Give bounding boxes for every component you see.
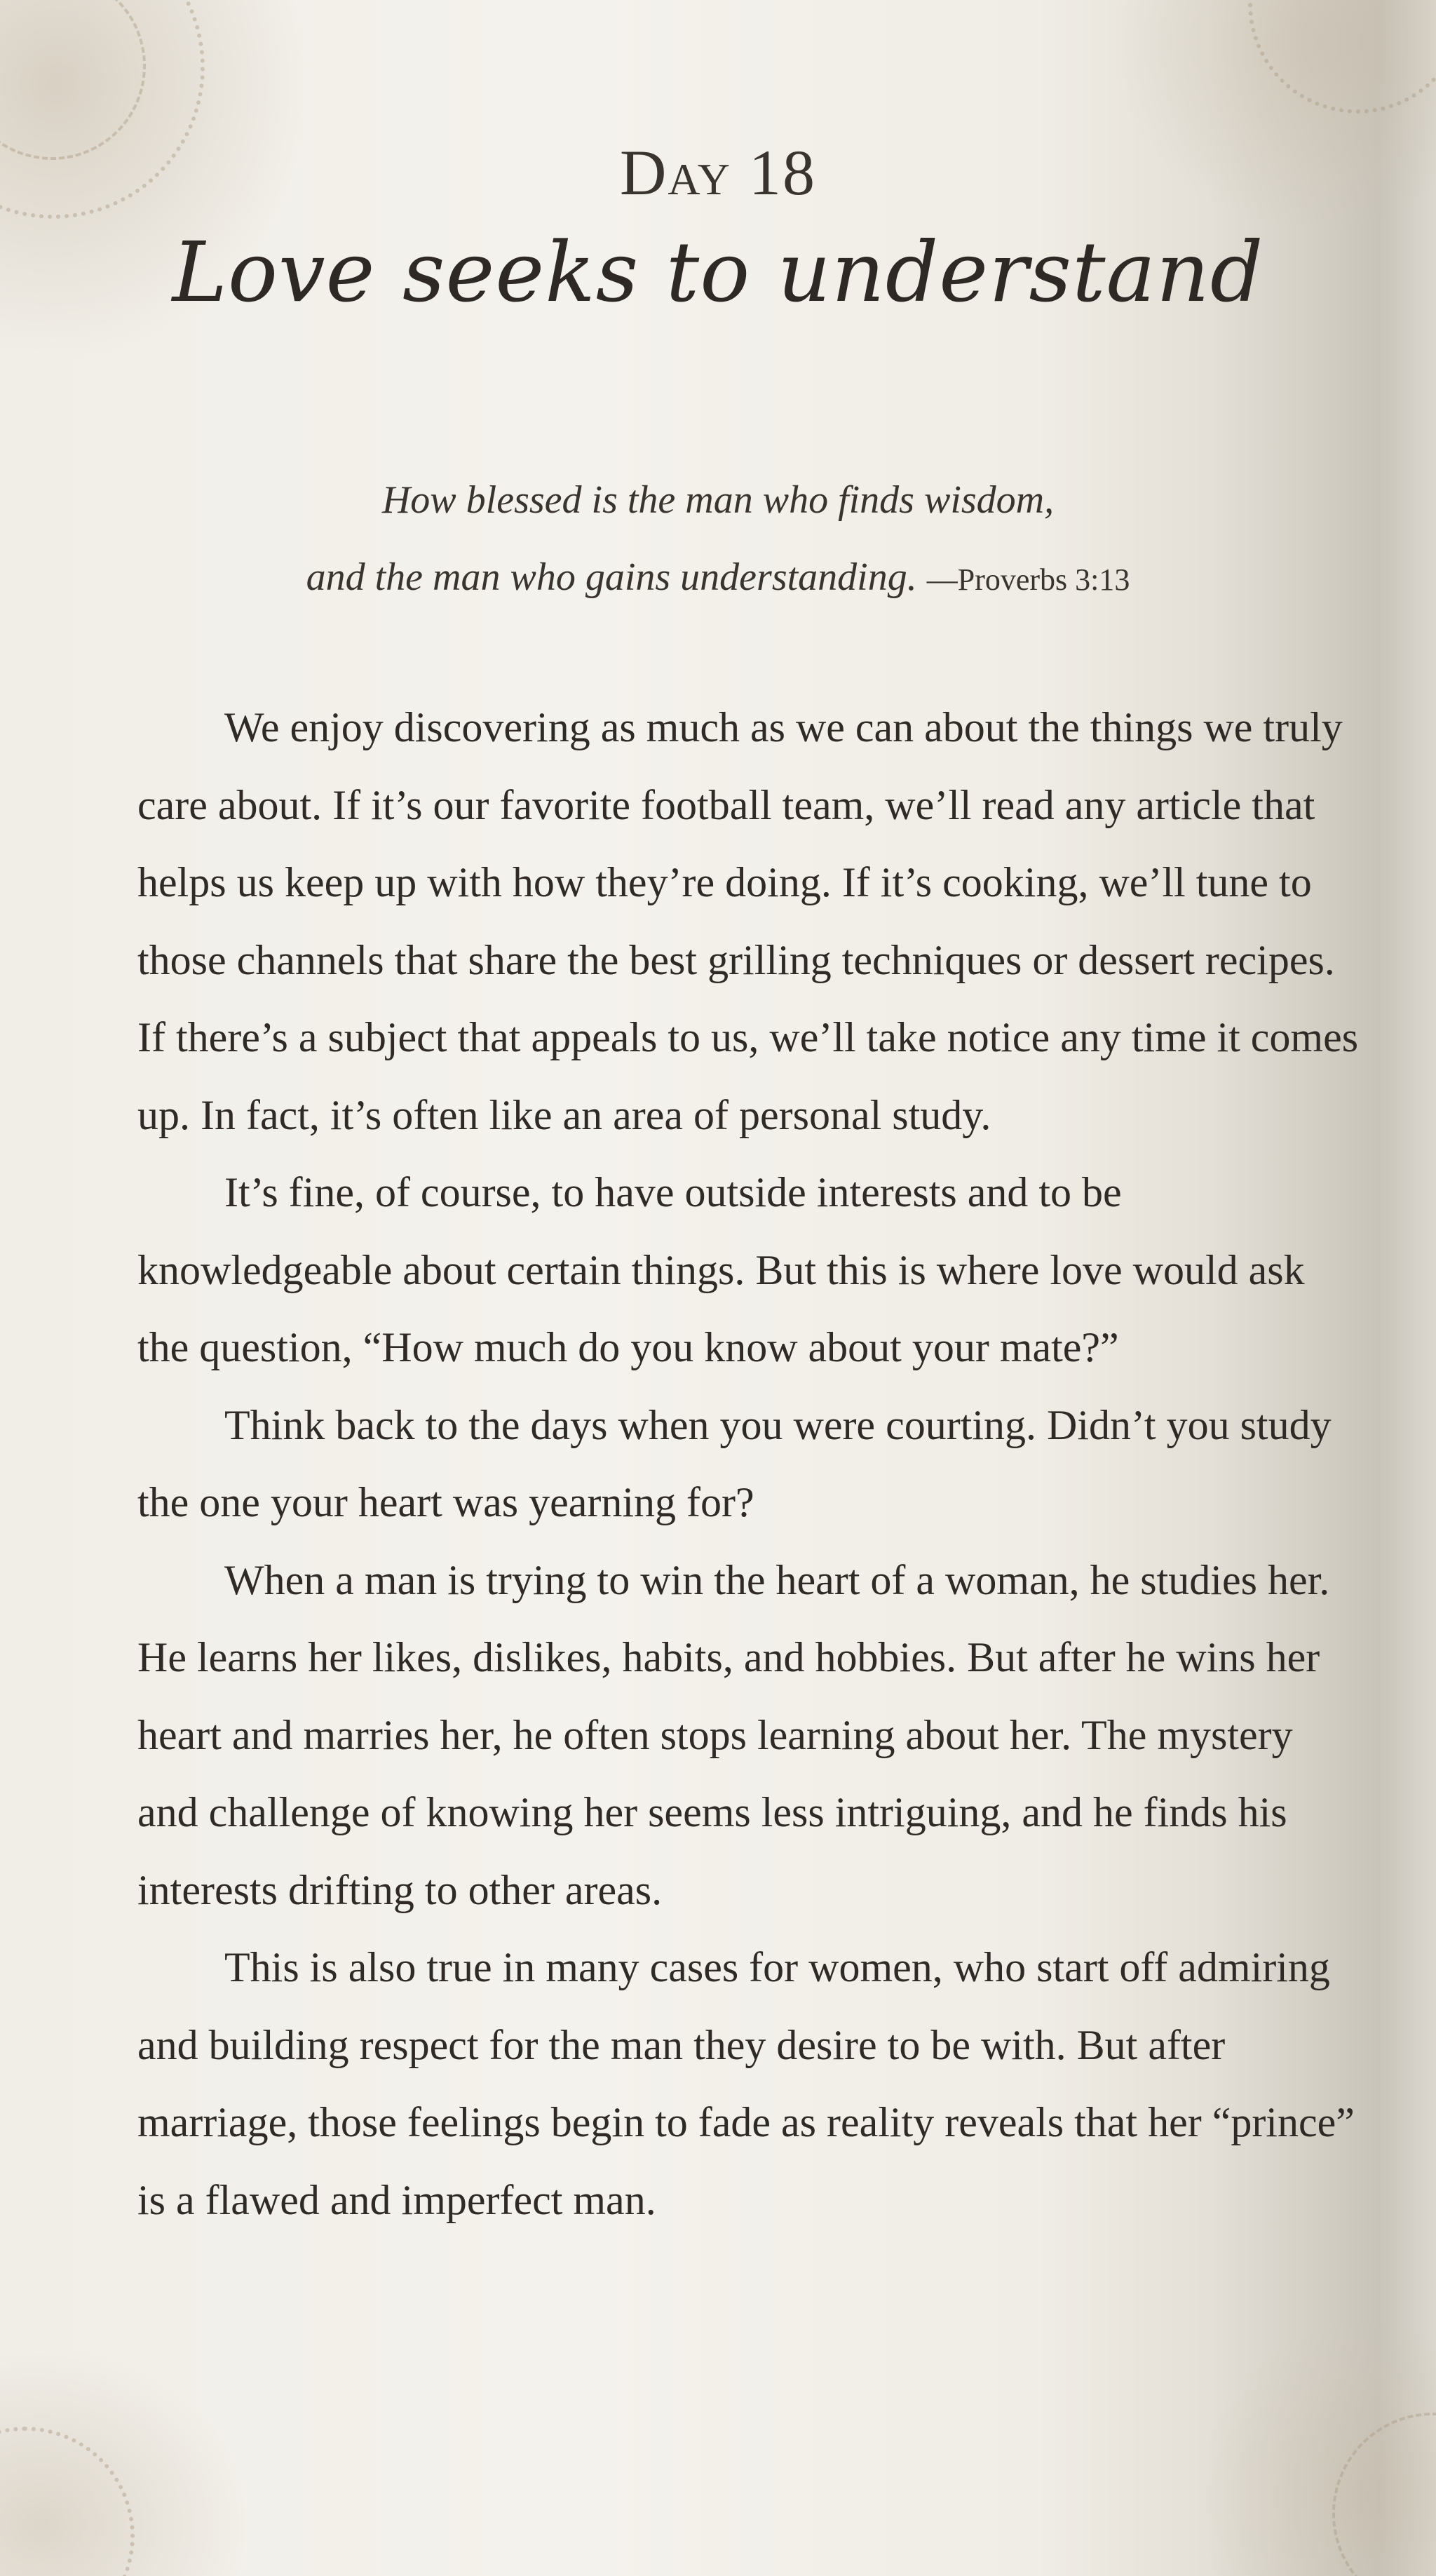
chapter-title: Love seeks to understand [172,224,1264,321]
day-heading: Day 18 [619,137,816,208]
epigraph-line-1: How blessed is the man who finds wisdom, [381,478,1055,522]
epigraph-line-2 [0,539,1436,619]
body-text [137,689,1362,2239]
paragraph: When a man is trying to win the heart of a woman, he studies her. He learns her likes, dislikes, habits, and hobbies. But after he wins her heart and marries her, he often stops learning about her. The mystery and challenge of knowing her seems less intriguing, and he finds his interests drifting to other areas. [137,1556,1330,1913]
epigraph-reference: —Proverbs 3:13 [926,562,1130,597]
epigraph-line-2-text: and the man who gains understanding. [306,555,917,599]
epigraph [0,461,1436,619]
paragraph: Think back to the days when you were courting. Didn’t you study the one your heart was yearning for? [137,1401,1332,1525]
corner-ornament-bottom-left [0,2427,135,2576]
paragraph: It’s fine, of course, to have outside interests and to be knowledgeable about certain things. But this is where love would ask the question, “How much do you know about your mate?” [137,1169,1305,1370]
paragraph: We enjoy discovering as much as we can about the things we truly care about. If it’s our favorite football team, we’ll read any article that helps us keep up with how they’re doing. If it’s cooking, we’ll tune to those channels that share the best grilling techniques or dessert recipes. If there’s a subject that appeals to us, we’ll take notice any time it comes up. In fact, it’s often like an area of personal study. [137,704,1359,1138]
corner-ornament-top-right [1248,0,1436,114]
corner-ornament-bottom-right [1332,2413,1436,2576]
paragraph: This is also true in many cases for women, who start off admiring and building respect for the man they desire to be with. But after marriage, those feelings begin to fade as reality reveals that her “prince” is a flawed and imperfect man. [137,1944,1355,2223]
